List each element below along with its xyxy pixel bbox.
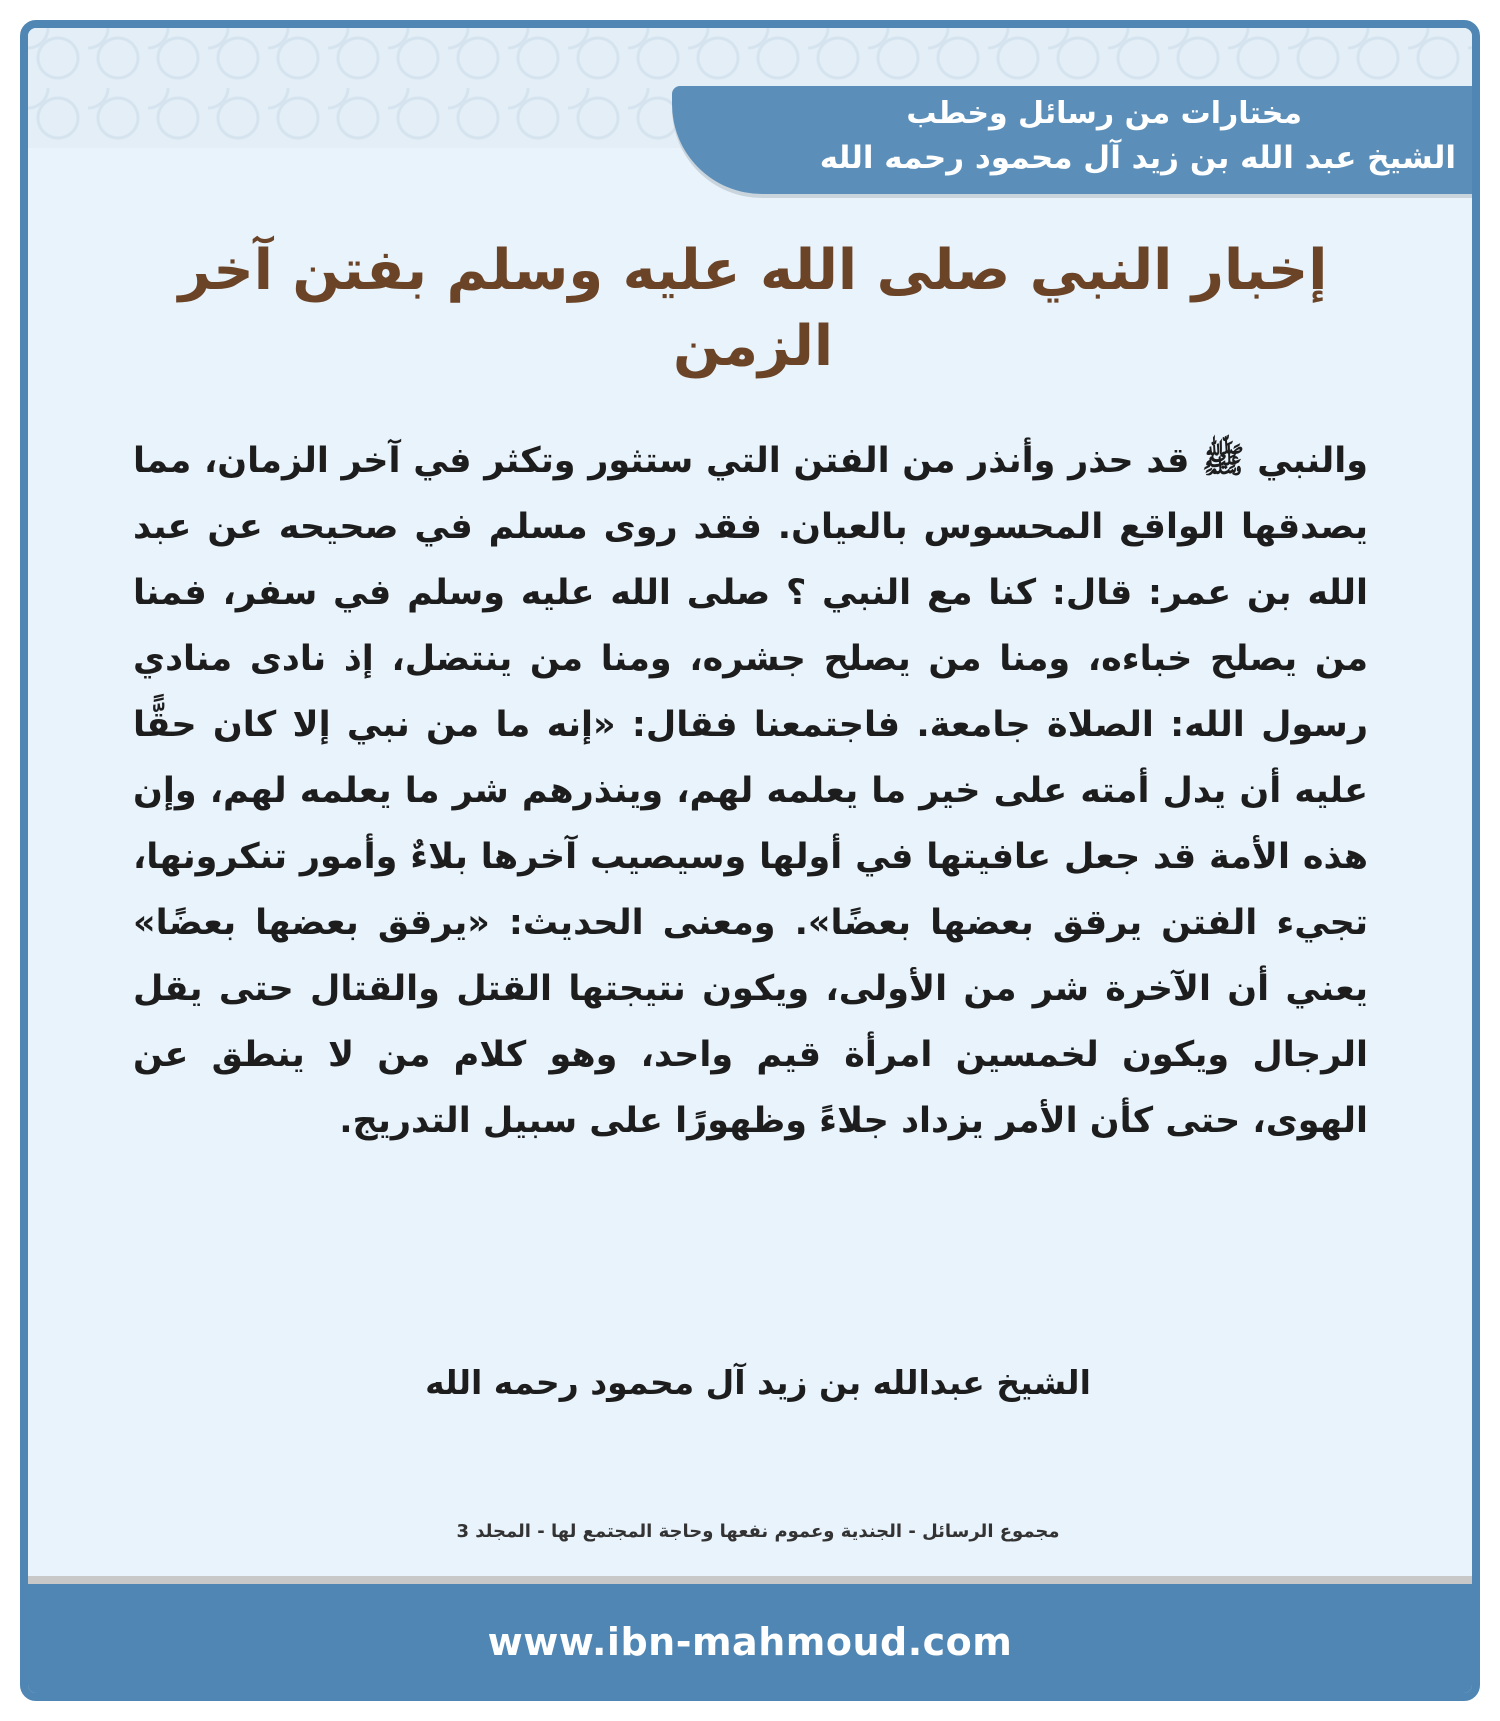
footer-divider (28, 1576, 1472, 1584)
series-author: الشيخ عبد الله بن زيد آل محمود رحمه الله (819, 140, 1456, 176)
website-link[interactable]: www.ibn-mahmoud.com (487, 1620, 1013, 1664)
series-header (672, 86, 1472, 194)
series-title: مختارات من رسائل وخطب (906, 96, 1302, 131)
footer-bar (28, 1584, 1472, 1701)
article-author: الشيخ عبدالله بن زيد آل محمود رحمه الله (425, 1363, 1091, 1402)
article-source: مجموع الرسائل - الجندية وعموم نفعها وحاجة المجتمع لها - المجلد 3 (456, 1521, 1060, 1542)
article-title: إخبار النبي صلى الله عليه وسلم بفتن آخر الزمن (178, 238, 1328, 379)
article-body: والنبي ﷺ قد حذر وأنذر من الفتن التي ستثور وتكثر في آخر الزمان، مما يصدقها الواقع المحسوس بالعيان. فقد روى مسلم في صحيحه عن عبد الله بن عمر: قال: كنا مع النبي ؟ صلى الله عليه وسلم في سفر، فمنا من يصلح خباءه، ومنا من يصلح جشره، ومنا من ينتضل، إذ نادى منادي رسول الله: الصلاة جامعة. فاجتمعنا فقال: «إنه ما من نبي إلا كان حقًّا عليه أن يدل أمته على خير ما يعلمه لهم، وينذرهم شر ما يعلمه لهم، وإن هذه الأمة قد جعل عافيتها في أولها وسيصيب آخرها بلاءٌ وأمور تنكرونها، تجيء الفتن يرقق بعضها بعضًا». ومعنى الحديث: «يرقق بعضها بعضًا» يعني أن الآخرة شر من الأولى، ويكون نتيجتها القتل والقتال حتى يقل الرجال ويكون لخمسين امرأة قيم واحد، وهو كلام من لا ينطق عن الهوى، حتى كأن الأمر يزداد جلاءً وظهورًا على سبيل التدريج. (133, 441, 1368, 1141)
card-frame (20, 20, 1480, 1701)
